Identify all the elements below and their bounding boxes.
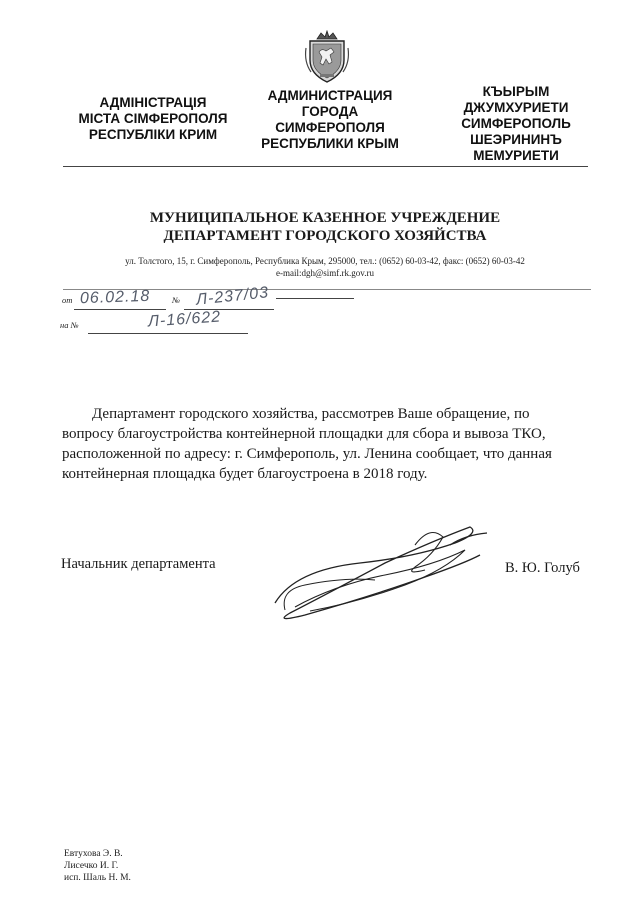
header-line: МЕМУРИЕТИ: [473, 148, 559, 163]
from-label: от: [62, 295, 73, 305]
signatory-name: В. Ю. Голуб: [505, 560, 580, 576]
header-line: ДЖУМХУРИЕТИ: [463, 100, 569, 115]
organization-name: МУНИЦИПАЛЬНОЕ КАЗЕННОЕ УЧРЕЖДЕНИЕ: [149, 210, 501, 226]
header-line: СИМФЕРОПОЛЬ: [461, 116, 571, 131]
registration-number: Л-237/03: [195, 284, 270, 309]
header-divider: [63, 166, 588, 167]
organization-address: ул. Толстого, 15, г. Симферополь, Республика Крым, 295000, тел.: (0652) 60-03-42, факс: (0652) 60-03-42: [125, 256, 525, 266]
header-ukrainian: [78, 95, 228, 143]
header-line: ГОРОДА: [301, 104, 359, 119]
body-line: Департамент городского хозяйства, рассмотрев Ваше обращение, по: [92, 406, 530, 422]
department-name: ДЕПАРТАМЕНТ ГОРОДСКОГО ХОЗЯЙСТВА: [163, 228, 487, 244]
number-label: №: [172, 295, 181, 305]
registration-date: 06.02.18: [79, 287, 151, 308]
signatory-position: Начальник департамента: [61, 556, 216, 572]
letter-body: [62, 404, 595, 484]
organization-email: e-mail:dgh@simf.rk.gov.ru: [276, 268, 374, 278]
reply-label: на №: [60, 320, 79, 330]
handwritten-signature: [265, 515, 495, 625]
reply-line: [88, 333, 248, 334]
header-line: СИМФЕРОПОЛЯ: [275, 120, 385, 135]
header-line: АДМІНІСТРАЦІЯ: [99, 95, 207, 110]
header-russian: [252, 88, 408, 152]
header-line: ШЕЭРИНИНЪ: [470, 132, 562, 147]
date-line: [74, 309, 166, 310]
executors-list: [64, 848, 131, 884]
header-crimean-tatar: [448, 84, 584, 164]
executor-name: исп. Шаль Н. М.: [64, 873, 131, 883]
body-line: контейнерная площадка будет благоустроена в 2018 году.: [62, 466, 428, 482]
header-line: РЕСПУБЛИКИ КРЫМ: [261, 136, 399, 151]
executor-name: Евтухова Э. В.: [64, 849, 123, 859]
reply-number: Л-16/622: [147, 308, 222, 331]
body-line: расположенной по адресу: г. Симферополь, ул. Ленина сообщает, что данная: [62, 446, 552, 462]
header-line: АДМИНИСТРАЦИЯ: [267, 88, 393, 103]
coat-of-arms-icon: [303, 30, 351, 84]
body-line: вопросу благоустройства контейнерной площадки для сбора и вывоза ТКО,: [62, 426, 546, 442]
header-line: РЕСПУБЛІКИ КРИМ: [88, 127, 218, 142]
extra-line: [276, 298, 354, 299]
executor-name: Лисечко И. Г.: [64, 861, 119, 871]
header-line: МІСТА СІМФЕРОПОЛЯ: [78, 111, 228, 126]
header-line: КЪЫРЫМ: [482, 84, 550, 99]
